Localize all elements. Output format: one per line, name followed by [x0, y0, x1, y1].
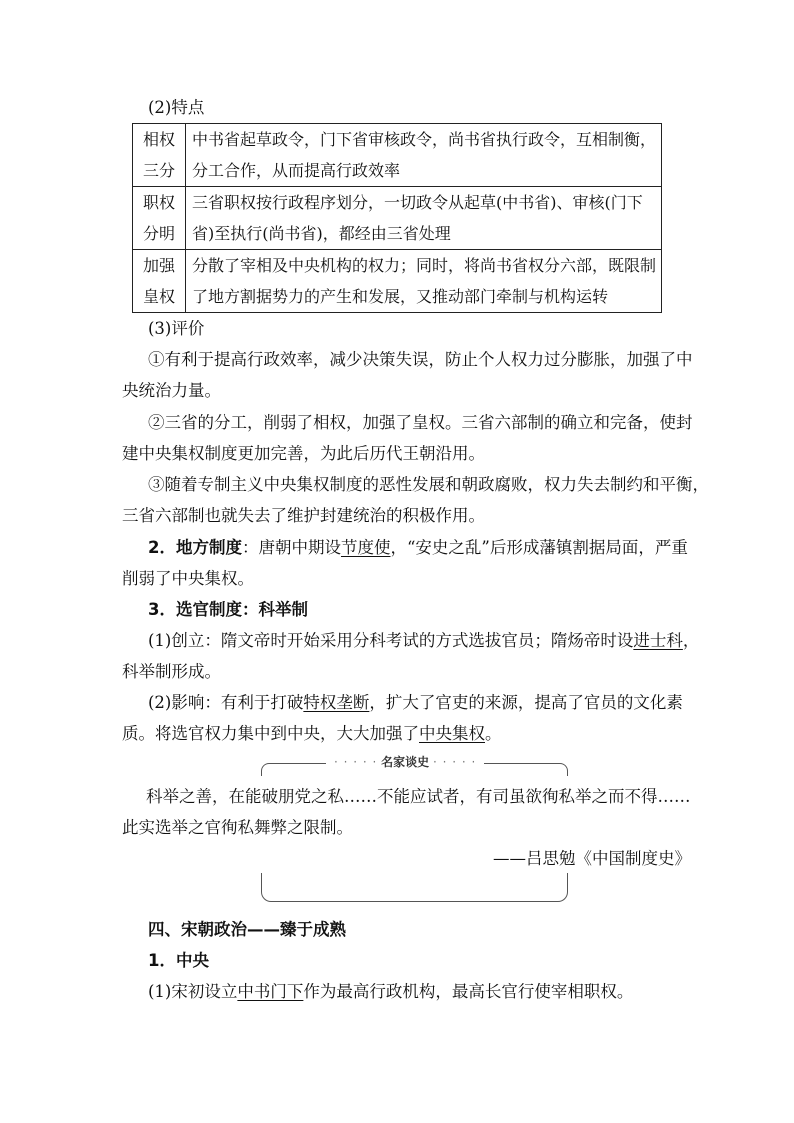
features-table — [132, 123, 662, 313]
quote-line: 此实选举之官徇私舞弊之限制。 — [122, 818, 353, 837]
song-paragraph-line — [148, 982, 633, 1002]
table-key-cell — [133, 124, 186, 187]
song-subheading: 1．中央 — [148, 951, 209, 970]
key-line: 三分 — [142, 161, 175, 180]
underlined-term: 节度使 — [340, 538, 391, 557]
exam-impact-line — [122, 724, 502, 744]
text: 作为最高行政机构，最高长官行使宰相职权。 — [303, 982, 634, 1001]
dots-decoration: · · · · · — [334, 755, 378, 769]
key-line: 皇权 — [142, 287, 175, 306]
local-system-line: 削弱了中央集权。 — [122, 569, 254, 588]
section-features-heading: (2)特点 — [148, 98, 205, 117]
quote-box-title-text: 名家谈史 — [381, 755, 430, 769]
underlined-term: 中央集权 — [419, 724, 485, 743]
key-line: 相权 — [142, 130, 175, 149]
exam-system-heading: 3．选官制度：科举制 — [148, 600, 308, 619]
evaluation-paragraph-line: 三省六部制也就失去了维护封建统治的积极作用。 — [122, 506, 485, 525]
key-line: 加强 — [142, 256, 175, 275]
table-value-cell — [186, 250, 662, 313]
key-line: 职权 — [142, 193, 175, 212]
dots-decoration: · · · · · — [433, 755, 477, 769]
text: ：唐朝中期设 — [241, 538, 341, 557]
evaluation-paragraph-line: 建中央集权制度更加完善，为此后历代王朝沿用。 — [122, 444, 485, 463]
exam-creation-line — [148, 631, 699, 651]
text: (2)影响：有利于打破 — [148, 693, 304, 712]
value-line: 中书省起草政令，门下省审核政令，尚书省执行政令，互相制衡， — [192, 130, 657, 149]
text: (1)宋初设立 — [148, 982, 238, 1001]
section-evaluation-heading: (3)评价 — [148, 319, 205, 338]
song-section-heading: 四、宋朝政治——臻于成熟 — [148, 920, 346, 939]
text: (1)创立：隋文帝时开始采用分科考试的方式选拔官员；隋炀帝时设 — [148, 631, 634, 650]
quote-box-title — [326, 755, 484, 769]
text: 。 — [485, 724, 502, 743]
value-line: 了地方割据势力的产生和发展，又推动部门牵制与机构运转 — [192, 287, 609, 306]
text: ，“安史之乱”后形成藩镇割据局面，严重 — [390, 538, 688, 557]
text: ， — [682, 631, 700, 650]
value-line: 省)至执行(尚书省)，都经由三省处理 — [192, 224, 451, 243]
table-row — [133, 187, 662, 250]
value-line: 三省职权按行政程序划分，一切政令从起草(中书省)、审核(门下 — [192, 193, 643, 212]
text: ，扩大了官吏的来源，提高了官员的文化素 — [369, 693, 683, 712]
table-row — [133, 250, 662, 313]
underlined-term: 中书门下 — [237, 982, 304, 1001]
exam-creation-line: 科举制形成。 — [122, 662, 221, 681]
value-line: 分散了宰相及中央机构的权力；同时，将尚书省权分六部，既限制 — [192, 256, 657, 275]
value-line: 分工合作，从而提高行政效率 — [192, 161, 401, 180]
exam-impact-line — [148, 693, 683, 713]
evaluation-paragraph-line: ②三省的分工，削弱了相权，加强了皇权。三省六部制的确立和完备，使封 — [148, 413, 693, 432]
local-system-label: 2．地方制度 — [148, 538, 242, 557]
table-key-cell — [133, 187, 186, 250]
evaluation-paragraph-line: 央统治力量。 — [122, 381, 221, 400]
underlined-term: 特权垄断 — [303, 693, 370, 712]
quote-attribution: ——吕思勉《中国制度史》 — [493, 849, 691, 868]
quote-line: 科举之善，在能破朋党之私……不能应试者，有司虽欲徇私举之而不得…… — [146, 787, 691, 806]
underlined-term: 进士科 — [633, 631, 683, 650]
table-value-cell — [186, 124, 662, 187]
key-line: 分明 — [142, 224, 175, 243]
text: 质。将选官权力集中到中央，大大加强了 — [122, 724, 419, 743]
table-row — [133, 124, 662, 187]
evaluation-paragraph-line: ③随着专制主义中央集权制度的恶性发展和朝政腐败，权力失去制约和平衡， — [148, 475, 709, 494]
quote-box-bottom-border — [261, 873, 568, 902]
table-key-cell — [133, 250, 186, 313]
local-system-line — [148, 538, 688, 558]
table-value-cell — [186, 187, 662, 250]
evaluation-paragraph-line: ①有利于提高行政效率，减少决策失误，防止个人权力过分膨胀，加强了中 — [148, 350, 693, 369]
